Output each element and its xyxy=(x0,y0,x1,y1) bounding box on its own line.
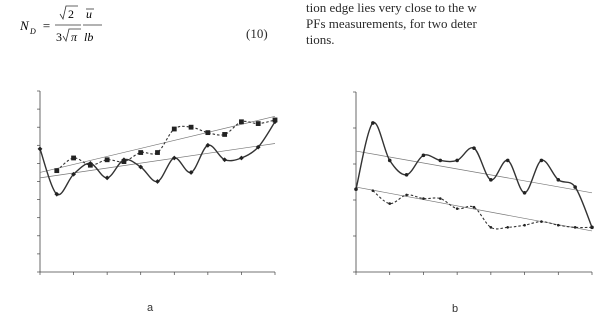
equation-lhs-sub: D xyxy=(30,27,36,36)
data-point-111 xyxy=(172,127,177,132)
data-point-111 xyxy=(456,207,459,210)
data-point-111 xyxy=(388,202,391,205)
data-point-200 xyxy=(438,159,442,163)
data-point-111 xyxy=(71,156,76,161)
data-point-200 xyxy=(105,175,110,180)
body-text-line-3: tions. xyxy=(306,32,335,47)
data-point-111 xyxy=(422,197,425,200)
data-point-111 xyxy=(523,224,526,227)
data-point-200 xyxy=(489,178,493,182)
data-point-111 xyxy=(506,226,509,229)
data-point-111 xyxy=(490,226,493,229)
data-point-111 xyxy=(439,197,442,200)
data-point-200 xyxy=(573,185,577,189)
data-point-200 xyxy=(388,159,392,163)
data-point-111 xyxy=(557,224,560,227)
data-point-200 xyxy=(556,178,560,182)
series-line-200 xyxy=(356,122,592,227)
data-point-111 xyxy=(54,168,59,173)
data-point-111 xyxy=(574,226,577,229)
denominator-vars: lb xyxy=(84,30,94,44)
data-point-200 xyxy=(472,146,476,150)
data-point-200 xyxy=(540,159,544,163)
data-point-111 xyxy=(205,130,210,135)
chart-a-extinction-parameter xyxy=(0,82,300,300)
equation-lhs: N xyxy=(20,18,29,33)
data-point-111 xyxy=(105,157,110,162)
equation-equals: = xyxy=(42,18,51,33)
body-text-line-2: PFs measurements, for two deter xyxy=(306,16,477,31)
data-point-200 xyxy=(371,121,375,125)
data-point-111 xyxy=(222,132,227,137)
body-text-fragment xyxy=(306,0,477,48)
data-point-200 xyxy=(405,173,409,177)
data-point-200 xyxy=(455,159,459,163)
panel-label-a: a xyxy=(147,302,154,314)
data-point-111 xyxy=(372,189,375,192)
data-point-111 xyxy=(591,226,594,229)
data-point-111 xyxy=(405,194,408,197)
body-text-line-1: tion edge lies very close to the w xyxy=(306,0,477,15)
data-point-111 xyxy=(189,125,194,130)
data-point-200 xyxy=(239,156,244,161)
denominator-coef: 3 xyxy=(56,30,62,44)
data-point-200 xyxy=(506,159,510,163)
data-point-111 xyxy=(540,220,543,223)
data-point-111 xyxy=(256,121,261,126)
trendline xyxy=(40,116,275,172)
data-point-111 xyxy=(155,150,160,155)
numerator-var: u xyxy=(86,7,92,21)
data-point-200 xyxy=(38,147,43,152)
equation-number: (10) xyxy=(246,26,268,41)
panel-label-b: b xyxy=(452,303,459,315)
trendline xyxy=(356,151,592,193)
data-point-111 xyxy=(138,150,143,155)
data-point-111 xyxy=(239,119,244,124)
data-point-200 xyxy=(523,191,527,195)
numerator-root: 2 xyxy=(68,7,74,21)
data-point-200 xyxy=(422,154,426,158)
data-point-200 xyxy=(354,187,358,191)
denominator-root: π xyxy=(71,30,78,44)
trendline xyxy=(356,187,592,231)
equation-render xyxy=(20,0,130,52)
equation-nd xyxy=(20,0,130,56)
chart-b-domain-size xyxy=(306,82,606,300)
data-point-111 xyxy=(473,206,476,209)
